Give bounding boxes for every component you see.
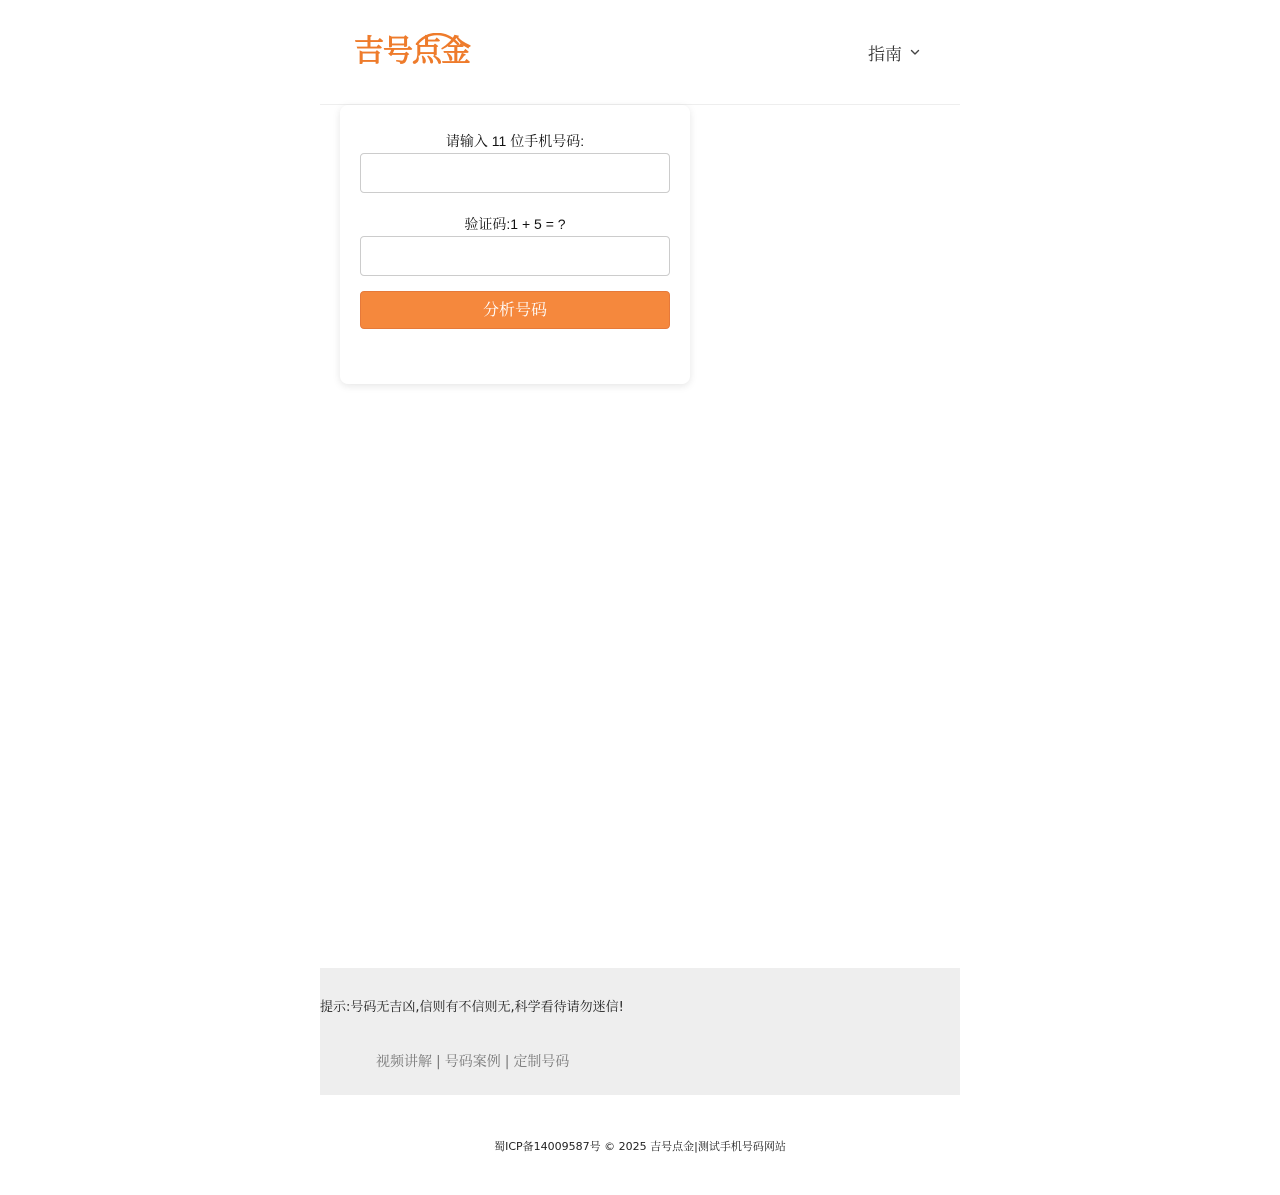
phone-label: 请输入 11 位手机号码: (445, 133, 585, 149)
captcha-label: 验证码:1 + 5 = ? (464, 216, 566, 232)
footer-link-cases[interactable]: 号码案例 (444, 1054, 501, 1070)
footer-links (376, 1051, 569, 1071)
tip-box (320, 968, 960, 1095)
footer-link-custom[interactable]: 定制号码 (513, 1054, 570, 1070)
captcha-input[interactable] (360, 236, 670, 276)
page-container (320, 0, 960, 1195)
logo: 吉号点金 (354, 34, 470, 69)
copyright: 蜀ICP备14009587号 © 2025 吉号点金|测试手机号码网站 (494, 1140, 786, 1153)
logo-roof-icon (415, 33, 460, 45)
nav-guide-label: 指南 (868, 44, 902, 65)
nav-guide-dropdown[interactable] (868, 40, 920, 64)
footer-separator: | (504, 1054, 510, 1070)
footer-separator: | (436, 1054, 441, 1070)
chevron-down-icon (910, 47, 920, 57)
tip-text: 提示:号码无吉凶,信则有不信则无,科学看待请勿迷信! (320, 1000, 624, 1015)
footer-link-video[interactable]: 视频讲解 (376, 1054, 432, 1070)
analyze-number-button[interactable]: 分析号码 (360, 291, 670, 329)
analyze-form-card (340, 105, 690, 384)
phone-input[interactable] (360, 153, 670, 193)
site-header (320, 0, 960, 105)
